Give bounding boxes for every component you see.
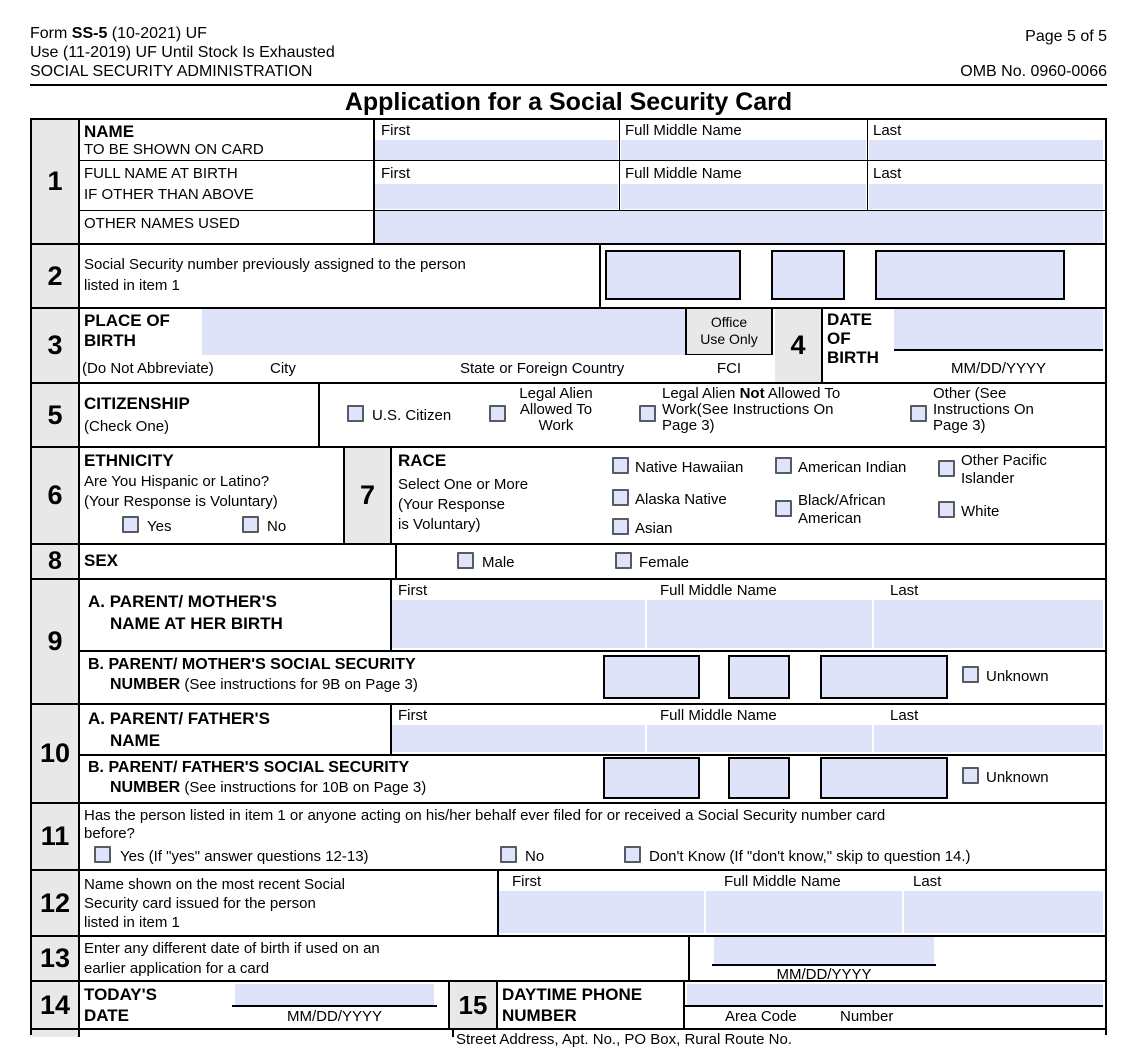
form-id-block	[30, 24, 335, 81]
item-6-number: 6	[32, 448, 80, 543]
filed-yes-checkbox[interactable]	[94, 846, 111, 863]
mother-ssn-serial-input[interactable]	[820, 655, 948, 699]
header-rule	[30, 84, 1107, 86]
father-last-input[interactable]	[874, 725, 1103, 752]
item-12-number: 12	[32, 871, 80, 935]
mother-ssn-unknown-label: Unknown	[986, 668, 1049, 685]
name-first-input[interactable]	[375, 140, 618, 160]
item-1-number: 1	[32, 120, 80, 243]
form-use-line: Use (11-2019) UF Until Stock Is Exhausted	[30, 44, 335, 61]
date-of-birth-input[interactable]	[894, 309, 1103, 349]
todays-date-label: TODAY'S DATE	[84, 985, 158, 1025]
item-10-number: 10	[32, 705, 80, 802]
mother-ssn-unknown-checkbox[interactable]	[962, 666, 979, 683]
item-3-number: 3	[32, 309, 80, 382]
item-4-number: 4	[775, 309, 823, 382]
area-code-label: Area Code	[725, 1008, 797, 1025]
agency-name: SOCIAL SECURITY ADMINISTRATION	[30, 63, 313, 80]
row-16-mailing-address-partial	[32, 1030, 1105, 1048]
row-5-citizenship	[32, 384, 1105, 448]
race-instructions: Select One or More (Your Response is Voluntary)	[398, 476, 529, 533]
street-address-label: Street Address, Apt. No., PO Box, Rural Route No.	[456, 1031, 792, 1048]
col-last-label: Last	[890, 582, 919, 599]
todays-date-input[interactable]	[235, 984, 434, 1005]
mother-last-input[interactable]	[874, 600, 1103, 648]
ss5-form-table	[30, 118, 1107, 1048]
male-checkbox[interactable]	[457, 552, 474, 569]
american-indian-checkbox[interactable]	[775, 457, 792, 474]
different-dob-text: Enter any different date of birth if used on an earlier application for a card	[84, 940, 380, 977]
row-3-4-place-date-of-birth	[32, 309, 1105, 384]
col-first-label: First	[381, 165, 411, 182]
row-12-recent-card-name	[32, 871, 1105, 937]
page-title: Application for a Social Security Card	[344, 88, 793, 116]
recent-card-name-text: Name shown on the most recent Social Security card issued for the person listed in item 1	[84, 876, 345, 931]
male-label: Male	[482, 554, 515, 571]
hispanic-yes-label: Yes	[147, 518, 172, 535]
other-pacific-islander-checkbox[interactable]	[938, 460, 955, 477]
hispanic-no-checkbox[interactable]	[242, 516, 259, 533]
col-first-label: First	[398, 582, 428, 599]
col-middle-label: Full Middle Name	[625, 165, 742, 182]
todays-date-format-label: MM/DD/YYYY	[286, 1008, 382, 1025]
row-10-father	[32, 705, 1105, 804]
place-of-birth-input[interactable]	[202, 309, 685, 355]
office-use-only-cell: Office Use Only	[685, 309, 773, 355]
date-of-birth-label: DATE OF BIRTH	[827, 310, 879, 367]
legal-alien-allowed-checkbox[interactable]	[489, 405, 506, 422]
col-middle-label: Full Middle Name	[724, 873, 841, 890]
item-9-number: 9	[32, 580, 80, 703]
white-label: White	[961, 503, 1000, 520]
row-2-prior-ssn	[32, 245, 1105, 309]
filed-dont-know-label: Don't Know (If "don't know," skip to question 14.)	[649, 848, 971, 865]
fci-label: FCI	[716, 360, 742, 377]
number-label: Number	[840, 1008, 894, 1025]
item-11-number: 11	[32, 804, 80, 869]
name-middle-input[interactable]	[621, 140, 866, 160]
ethnicity-label: ETHNICITY	[84, 451, 174, 470]
col-last-label: Last	[913, 873, 942, 890]
item-5-number: 5	[32, 384, 80, 446]
different-dob-input[interactable]	[714, 937, 934, 964]
different-dob-format-label: MM/DD/YYYY	[776, 966, 872, 983]
row-13-different-dob	[32, 937, 1105, 982]
birth-name-sublabel: IF OTHER THAN ABOVE	[84, 186, 254, 203]
prior-ssn-area-input[interactable]	[605, 250, 741, 300]
birth-name-label: FULL NAME AT BIRTH	[84, 165, 238, 182]
item-8-number: 8	[32, 545, 80, 578]
us-citizen-label: U.S. Citizen	[372, 407, 452, 424]
birth-name-first-input[interactable]	[375, 184, 618, 209]
ever-filed-question: Has the person listed in item 1 or anyone acting on his/her behalf ever filed for or received a Social Security number card before?	[84, 807, 886, 842]
row-11-ever-filed	[32, 804, 1105, 871]
female-checkbox[interactable]	[615, 552, 632, 569]
birth-name-middle-input[interactable]	[621, 184, 866, 209]
father-ssn-unknown-label: Unknown	[986, 769, 1049, 786]
other-pacific-islander-label: Other Pacific Islander	[961, 452, 1047, 487]
do-not-abbreviate-label: (Do Not Abbreviate)	[82, 360, 214, 377]
female-label: Female	[639, 554, 690, 571]
mother-name-label: A. PARENT/ MOTHER'S	[88, 592, 277, 611]
check-one-label: (Check One)	[84, 418, 170, 435]
asian-checkbox[interactable]	[612, 518, 629, 535]
mother-middle-input[interactable]	[647, 600, 872, 648]
recent-card-first-input[interactable]	[499, 891, 704, 933]
item-7-number: 7	[345, 448, 392, 543]
state-label: State or Foreign Country	[460, 360, 625, 377]
item-13-number: 13	[32, 937, 80, 980]
father-ssn-area-input[interactable]	[603, 757, 700, 799]
other-citizenship-checkbox[interactable]	[910, 405, 927, 422]
other-names-label: OTHER NAMES USED	[84, 215, 240, 232]
form-number-line: Form SS-5 (10-2021) UF	[30, 25, 207, 42]
daytime-phone-label: DAYTIME PHONE NUMBER	[502, 985, 643, 1025]
alaska-native-checkbox[interactable]	[612, 489, 629, 506]
citizenship-label: CITIZENSHIP	[84, 394, 190, 413]
mother-first-input[interactable]	[392, 600, 645, 648]
col-first-label: First	[398, 707, 428, 724]
other-names-input[interactable]	[375, 211, 1103, 243]
mother-ssn-area-input[interactable]	[603, 655, 700, 699]
sex-label: SEX	[84, 551, 119, 570]
dob-format-label: MM/DD/YYYY	[950, 360, 1046, 377]
father-ssn-group-input[interactable]	[728, 757, 790, 799]
row-8-sex	[32, 545, 1105, 580]
mother-name-label2: NAME AT HER BIRTH	[110, 614, 283, 633]
place-of-birth-label: PLACE OF BIRTH	[84, 311, 170, 350]
row-9-mother	[32, 580, 1105, 705]
page-indicator: Page 5 of 5	[1025, 28, 1107, 45]
city-label: City	[270, 360, 296, 377]
daytime-phone-input[interactable]	[687, 984, 1103, 1005]
asian-label: Asian	[635, 520, 673, 537]
row-6-7-ethnicity-race	[32, 448, 1105, 545]
col-first-label: First	[512, 873, 542, 890]
prior-ssn-text: Social Security number previously assigned to the person listed in item 1	[84, 256, 466, 294]
col-first-label: First	[381, 122, 411, 139]
mother-ssn-group-input[interactable]	[728, 655, 790, 699]
father-ssn-label: B. PARENT/ FATHER'S SOCIAL SECURITY	[88, 759, 410, 776]
filed-no-checkbox[interactable]	[500, 846, 517, 863]
item-2-number: 2	[32, 245, 80, 307]
col-last-label: Last	[873, 122, 902, 139]
col-last-label: Last	[873, 165, 902, 182]
american-indian-label: American Indian	[798, 459, 907, 476]
legal-alien-not-allowed-checkbox[interactable]	[639, 405, 656, 422]
father-name-label: A. PARENT/ FATHER'S	[88, 709, 270, 728]
hispanic-question: Are You Hispanic or Latino?	[84, 473, 270, 490]
father-first-input[interactable]	[392, 725, 645, 752]
item-16-number	[32, 1030, 80, 1037]
other-citizenship-label: Other (See Instructions On Page 3)	[933, 385, 1034, 434]
filed-dont-know-checkbox[interactable]	[624, 846, 641, 863]
mother-ssn-label: B. PARENT/ MOTHER'S SOCIAL SECURITY	[88, 656, 416, 673]
filed-no-label: No	[525, 848, 545, 865]
ethnicity-voluntary-note: (Your Response is Voluntary)	[84, 493, 278, 510]
col-middle-label: Full Middle Name	[660, 707, 777, 724]
name-sublabel: TO BE SHOWN ON CARD	[84, 141, 264, 158]
legal-alien-allowed-label: Legal Alien Allowed To Work	[519, 385, 593, 434]
race-label: RACE	[398, 451, 447, 470]
mother-ssn-label2: NUMBER (See instructions for 9B on Page 3)	[110, 676, 418, 693]
filed-yes-label: Yes (If "yes" answer questions 12-13)	[120, 848, 369, 865]
alaska-native-label: Alaska Native	[635, 491, 727, 508]
hispanic-yes-checkbox[interactable]	[122, 516, 139, 533]
page-meta-block	[960, 28, 1107, 81]
father-middle-input[interactable]	[647, 725, 872, 752]
col-middle-label: Full Middle Name	[660, 582, 777, 599]
native-hawaiian-checkbox[interactable]	[612, 457, 629, 474]
item-15-number: 15	[450, 982, 498, 1028]
father-ssn-label2: NUMBER (See instructions for 10B on Page 3)	[110, 779, 427, 796]
col-middle-label: Full Middle Name	[625, 122, 742, 139]
father-ssn-unknown-checkbox[interactable]	[962, 767, 979, 784]
hispanic-no-label: No	[267, 518, 287, 535]
row-1-name	[32, 120, 1105, 245]
item-14-number: 14	[32, 982, 80, 1028]
father-ssn-serial-input[interactable]	[820, 757, 948, 799]
white-checkbox[interactable]	[938, 501, 955, 518]
black-african-american-label: Black/African American	[798, 492, 886, 527]
native-hawaiian-label: Native Hawaiian	[635, 459, 744, 476]
black-african-american-checkbox[interactable]	[775, 500, 792, 517]
name-last-input[interactable]	[869, 140, 1103, 160]
col-last-label: Last	[890, 707, 919, 724]
legal-alien-not-allowed-label: Legal Alien Not Allowed To Work(See Instructions On Page 3)	[662, 385, 841, 434]
recent-card-middle-input[interactable]	[706, 891, 902, 933]
row-14-15-date-phone	[32, 982, 1105, 1030]
father-name-label2: NAME	[110, 731, 161, 750]
prior-ssn-group-input[interactable]	[771, 250, 845, 300]
us-citizen-checkbox[interactable]	[347, 405, 364, 422]
recent-card-last-input[interactable]	[904, 891, 1103, 933]
name-label: NAME	[84, 122, 135, 141]
omb-number: OMB No. 0960-0066	[960, 63, 1107, 80]
birth-name-last-input[interactable]	[869, 184, 1103, 209]
prior-ssn-serial-input[interactable]	[875, 250, 1065, 300]
